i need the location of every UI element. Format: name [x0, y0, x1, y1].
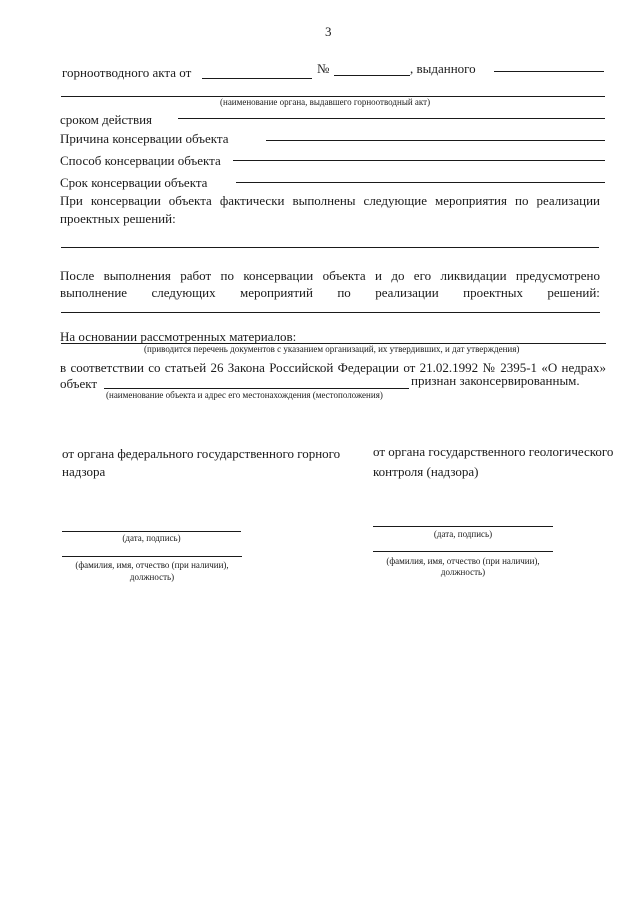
term-label: Срок консервации объекта — [60, 175, 208, 190]
right-name-hint-line1: (фамилия, имя, отчество (при наличии), — [386, 556, 540, 566]
basis-hint: (приводится перечень документов с указанием организаций, их утвердивших, и дат утверждения) — [144, 344, 520, 354]
method-line — [233, 160, 605, 161]
law-line: в соответствии со статьей 26 Закона Российской Федерации от 21.02.1992 № 2395-1 «О недрах» — [60, 360, 606, 375]
right-name-line — [373, 551, 553, 552]
left-name-hint-line1: (фамилия, имя, отчество (при наличии), — [75, 560, 229, 570]
number-sign: № — [317, 61, 330, 76]
after-word: проектных — [463, 285, 524, 300]
term-line — [236, 182, 605, 183]
act-date-line — [202, 78, 312, 79]
left-org-line2: надзора — [62, 464, 106, 479]
right-date-hint: (дата, подпись) — [433, 529, 493, 539]
left-name-hint-line2: должность) — [129, 572, 175, 582]
method-label: Способ консервации объекта — [60, 153, 221, 168]
basis-label: На основании рассмотренных материалов: — [60, 329, 297, 344]
after-word: реализации — [375, 285, 439, 300]
page-number: 3 — [325, 24, 332, 39]
after-word: выполнение — [60, 285, 128, 300]
measures-after-line1: После выполнения работ по консервации объекта и до его ликвидации предусмотрено — [60, 268, 600, 283]
reason-label: Причина консервации объекта — [60, 131, 229, 146]
validity-line — [178, 118, 605, 119]
left-org-line1: от органа федерального государственного горного — [62, 446, 341, 461]
after-word: по — [337, 285, 351, 300]
measures-done-line — [61, 247, 599, 248]
act-label: горноотводного акта от — [62, 65, 192, 80]
measures-done-line2: проектных решений: — [60, 211, 176, 226]
object-line — [104, 388, 409, 389]
after-word: решений: — [547, 285, 600, 300]
right-org-line1: от органа государственного геологического — [373, 444, 614, 459]
left-name-line — [62, 556, 242, 557]
right-org-line2: контроля (надзора) — [373, 464, 479, 479]
measures-done-line1: При консервации объекта фактически выполнены следующие мероприятия по реализации — [60, 193, 600, 208]
after-word: мероприятий — [239, 285, 313, 300]
measures-after-line2 — [60, 285, 600, 300]
act-number-line — [334, 75, 410, 76]
after-word: следующих — [151, 285, 216, 300]
conserved-label: признан законсервированным. — [411, 373, 580, 388]
issued-label: , выданного — [410, 61, 476, 76]
reason-line — [266, 140, 605, 141]
measures-after-line — [61, 312, 600, 313]
object-hint: (наименование объекта и адрес его местонахождения (местоположения) — [106, 390, 383, 400]
right-signature-line — [373, 526, 553, 527]
issuer-hint: (наименование органа, выдавшего горноотводный акт) — [220, 97, 431, 107]
issuer-line-a — [494, 71, 604, 72]
left-date-hint: (дата, подпись) — [122, 533, 181, 543]
right-name-hint-line2: должность) — [440, 567, 486, 577]
left-signature-line — [62, 531, 241, 532]
object-label: объект — [60, 376, 98, 391]
validity-label: сроком действия — [60, 112, 153, 127]
